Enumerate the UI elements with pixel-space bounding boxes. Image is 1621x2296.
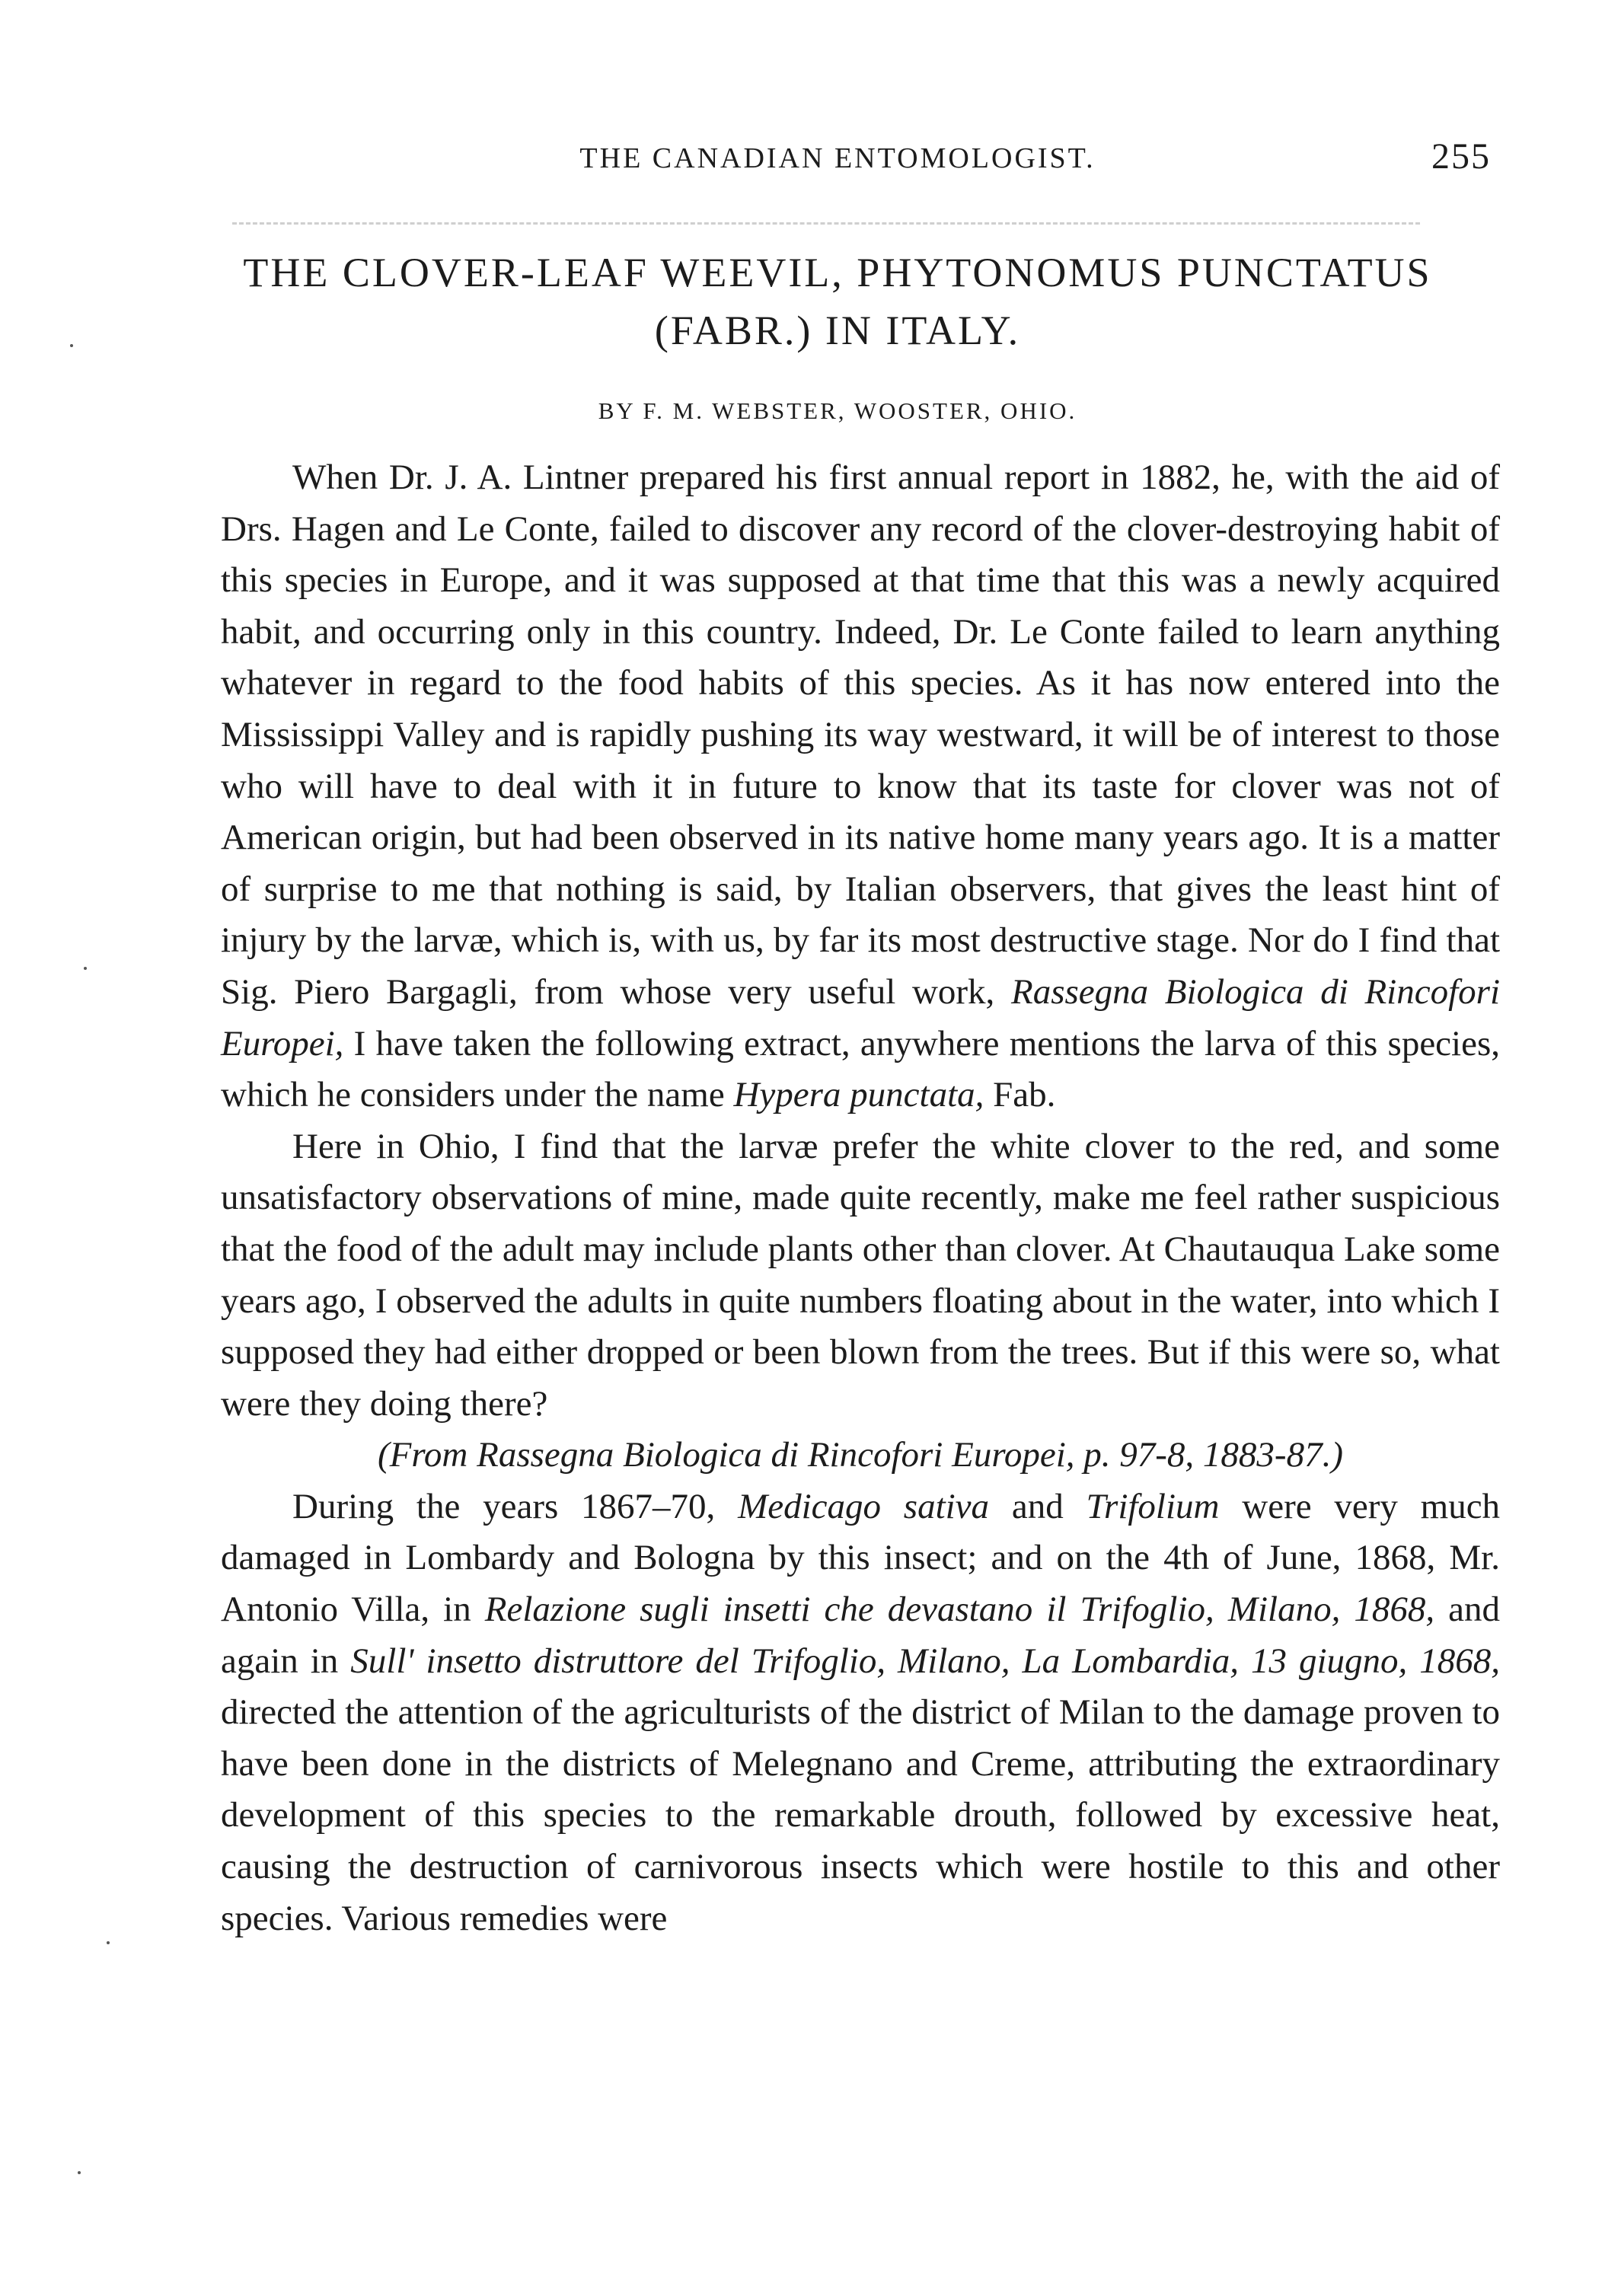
paragraph-1-text-c: Fab. — [993, 1075, 1056, 1115]
paragraph-3-text-e: directed the attention of the agriculturists of the district of Milan to the damage proven to have been done in the districts of Melegnano and Creme, attributing the extraordinary development of this species to the remarkable drouth, followed by excessive heat, causing the destruction of carnivorous insects which were hostile to this and other species. Various remedies were — [221, 1692, 1500, 1938]
article-title — [183, 244, 1492, 359]
paragraph-3-text-a: During the years 1867–70, — [292, 1486, 716, 1526]
work-title-rassegna: Rassegna Biologica di Rincofori Europei, — [221, 971, 1500, 1063]
byline: BY F. M. WEBSTER, WOOSTER, OHIO. — [598, 397, 1077, 424]
species-name-medicago: Medicago sativa — [738, 1486, 990, 1526]
paragraph-1 — [221, 452, 1500, 1121]
paragraph-1-text-b: I have taken the following extract, anywhere mentions the larva of this species, which he considers under the name — [221, 1023, 1501, 1115]
work-title-sull-insetto: Sull' insetto distruttore del Trifoglio, Milano, La Lombardia, 13 giugno, 1868, — [350, 1641, 1501, 1681]
running-head: THE CANADIAN ENTOMOLOGIST. — [579, 142, 1096, 174]
paragraph-3-text-b: and — [1011, 1486, 1064, 1526]
margin-speck — [107, 1941, 110, 1944]
genus-name-trifolium: Trifolium — [1086, 1486, 1220, 1526]
source-citation: (From Rassegna Biologica di Rincofori Europei, p. 97-8, 1883-87.) — [378, 1435, 1343, 1475]
paragraph-3-text-d: and again in — [221, 1590, 1501, 1681]
species-name-hypera: Hypera punctata, — [733, 1075, 984, 1115]
title-line-1: THE CLOVER-LEAF WEEVIL, PHYTONOMUS PUNCTATUS — [243, 250, 1432, 295]
paragraph-3-text-c: were very much damaged in Lombardy and Bologna by this insect; and on the 4th of June, 1868, Mr. Antonio Villa, in — [221, 1486, 1501, 1630]
margin-speck — [78, 2171, 81, 2174]
work-title-relazione: Relazione sugli insetti che devastano il Trifoglio, Milano, 1868, — [484, 1590, 1435, 1630]
paragraph-2: Here in Ohio, I find that the larvæ prefer the white clover to the red, and some unsatisfactory observations of mine, made quite recently, make me feel rather suspicious that the food of the adult may include plants other than clover. At Chautauqua Lake some years ago, I observed the adults in quite numbers floating about in the water, into which I supposed they had either dropped or been blown from the trees. But if this were so, what were they doing there? — [221, 1126, 1500, 1424]
article-body — [221, 452, 1500, 1944]
header-rule — [232, 222, 1420, 225]
paragraph-1-text-a: When Dr. J. A. Lintner prepared his first annual report in 1882, he, with the aid of Drs. Hagen and Le Conte, failed to discover any record of the clover-destroying habit of this species in Europe, and it was supposed at that time that this was a newly acquired habit, and occurring only in this country. Indeed, Dr. Le Conte failed to learn anything whatever in regard to the food habits of this species. As it has now entered into the Mississippi Valley and is rapidly pushing its way westward, it will be of interest to those who will have to deal with it in future to know that its taste for clover was not of American origin, but had been observed in its native home many years ago. It is a matter of surprise to me that nothing is said, by Italian observers, that gives the least hint of injury by the larvæ, which is, with us, by far its most destructive stage. Nor do I find that Sig. Piero Bargagli, from whose very useful work, — [221, 458, 1500, 1012]
margin-speck — [84, 967, 87, 970]
paragraph-3 — [221, 1481, 1500, 1944]
margin-speck — [70, 344, 73, 347]
title-line-2: (FABR.) IN ITALY. — [654, 308, 1021, 353]
page-number: 255 — [1431, 136, 1491, 177]
